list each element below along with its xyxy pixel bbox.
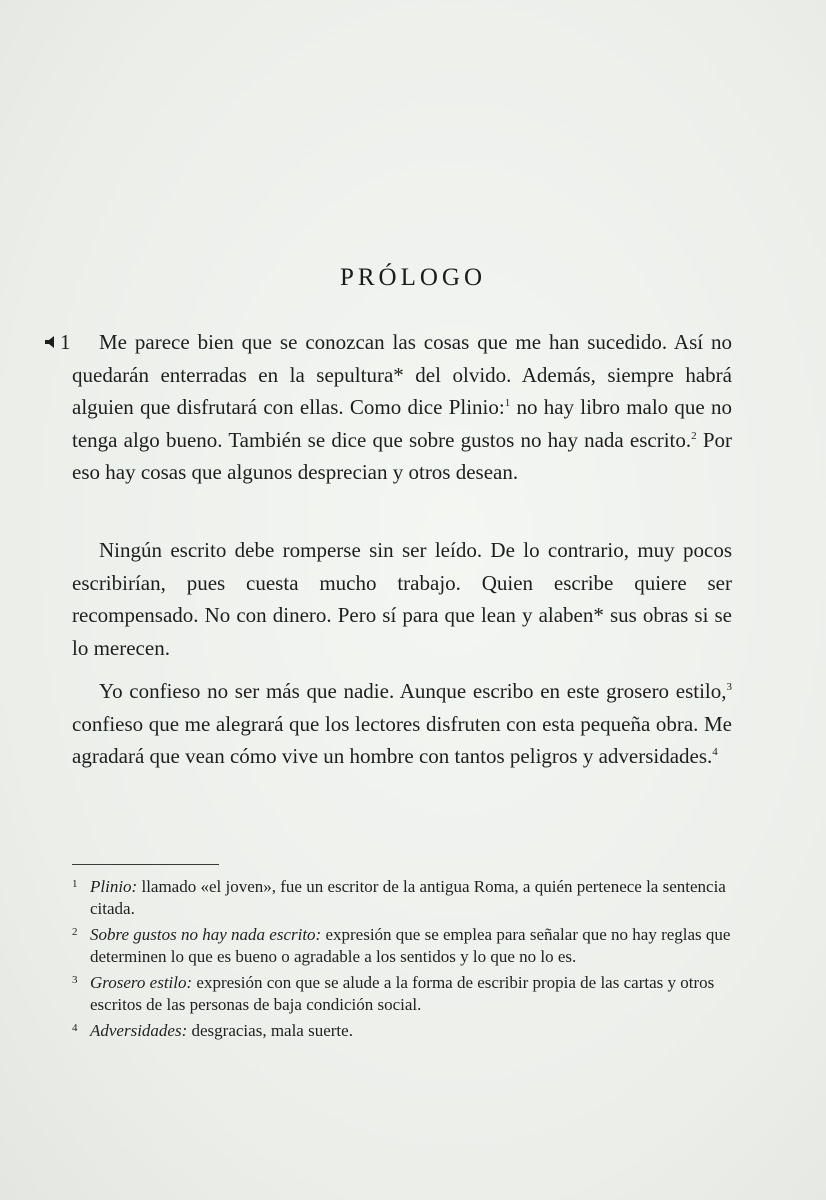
footnote-number: 1 [72,878,78,890]
footnote-ref-1[interactable]: 1 [504,397,511,409]
footnote-term: Adversidades: [90,1021,188,1040]
paragraph-1-text-c: Por eso hay cosas que algunos desprecian y otros desean. [72,427,732,484]
paragraph-1-text-a: Me parece bien que se conozcan las cosas que me han sucedido. Así no quedarán enterradas en la sepultura* del olvido. Además, siempre habrá alguien que disfrutará con ellas. Como dice Plinio: [72,330,732,419]
chapter-title: PRÓLOGO [339,264,487,291]
paragraph-3-text-a: Yo confieso no ser más que nadie. Aunque escribo en este grosero estilo, [99,679,727,703]
speaker-icon [44,335,58,349]
footnote-ref-2[interactable]: 2 [691,429,697,442]
paragraph-1-text-b: no hay libro malo que no tenga algo bueno. También se dice que sobre gustos no hay nada escrito. [72,395,732,452]
audio-marker[interactable] [44,326,71,358]
footnote-ref-4[interactable]: 4 [712,746,718,758]
paragraph-3-text-b: confieso que me alegrará que los lectores disfruten con esta pequeña obra. Me agradará que vean cómo vive un hombre con tantos peligros y adversidades. [72,711,732,768]
footnote-number: 2 [72,926,78,938]
footnotes [72,876,732,1047]
footnote-term: Plinio: [90,877,138,896]
footnote-4 [72,1020,732,1042]
footnote-ref-3[interactable]: 3 [726,681,732,693]
footnote-term: Sobre gustos no hay nada escrito: [90,925,322,944]
paragraph-number: 1 [60,329,71,354]
footnote-3 [72,972,732,1015]
paragraph-2-text: Ningún escrito debe romperse sin ser leído. De lo contrario, muy pocos escribirían, pues cuesta mucho trabajo. Quien escribe quiere ser recompensado. No con dinero. Pero sí para que lean y alaben* sus obras si se lo merecen. [72,538,732,660]
footnote-term: Grosero estilo: [90,973,193,992]
footnote-number: 4 [72,1022,78,1034]
footnote-text: llamado «el joven», fue un escritor de la antigua Roma, a quién pertenece la sentencia citada. [90,877,726,918]
footnote-1 [72,876,732,919]
footnote-text: expresión con que se alude a la forma de escribir propia de las cartas y otros escritos de las personas de baja condición social. [90,973,715,1014]
paragraph-1 [72,326,732,489]
paragraph-2 [72,534,732,664]
footnote-2 [72,924,732,967]
footnote-divider [72,864,219,865]
footnote-number: 3 [72,974,78,986]
footnote-text: desgracias, mala suerte. [187,1021,353,1040]
footnote-text: expresión que se emplea para señalar que no hay reglas que determinen lo que es bueno o agradable a los sentidos y lo que no lo es. [90,925,731,966]
paragraph-3 [72,675,732,773]
